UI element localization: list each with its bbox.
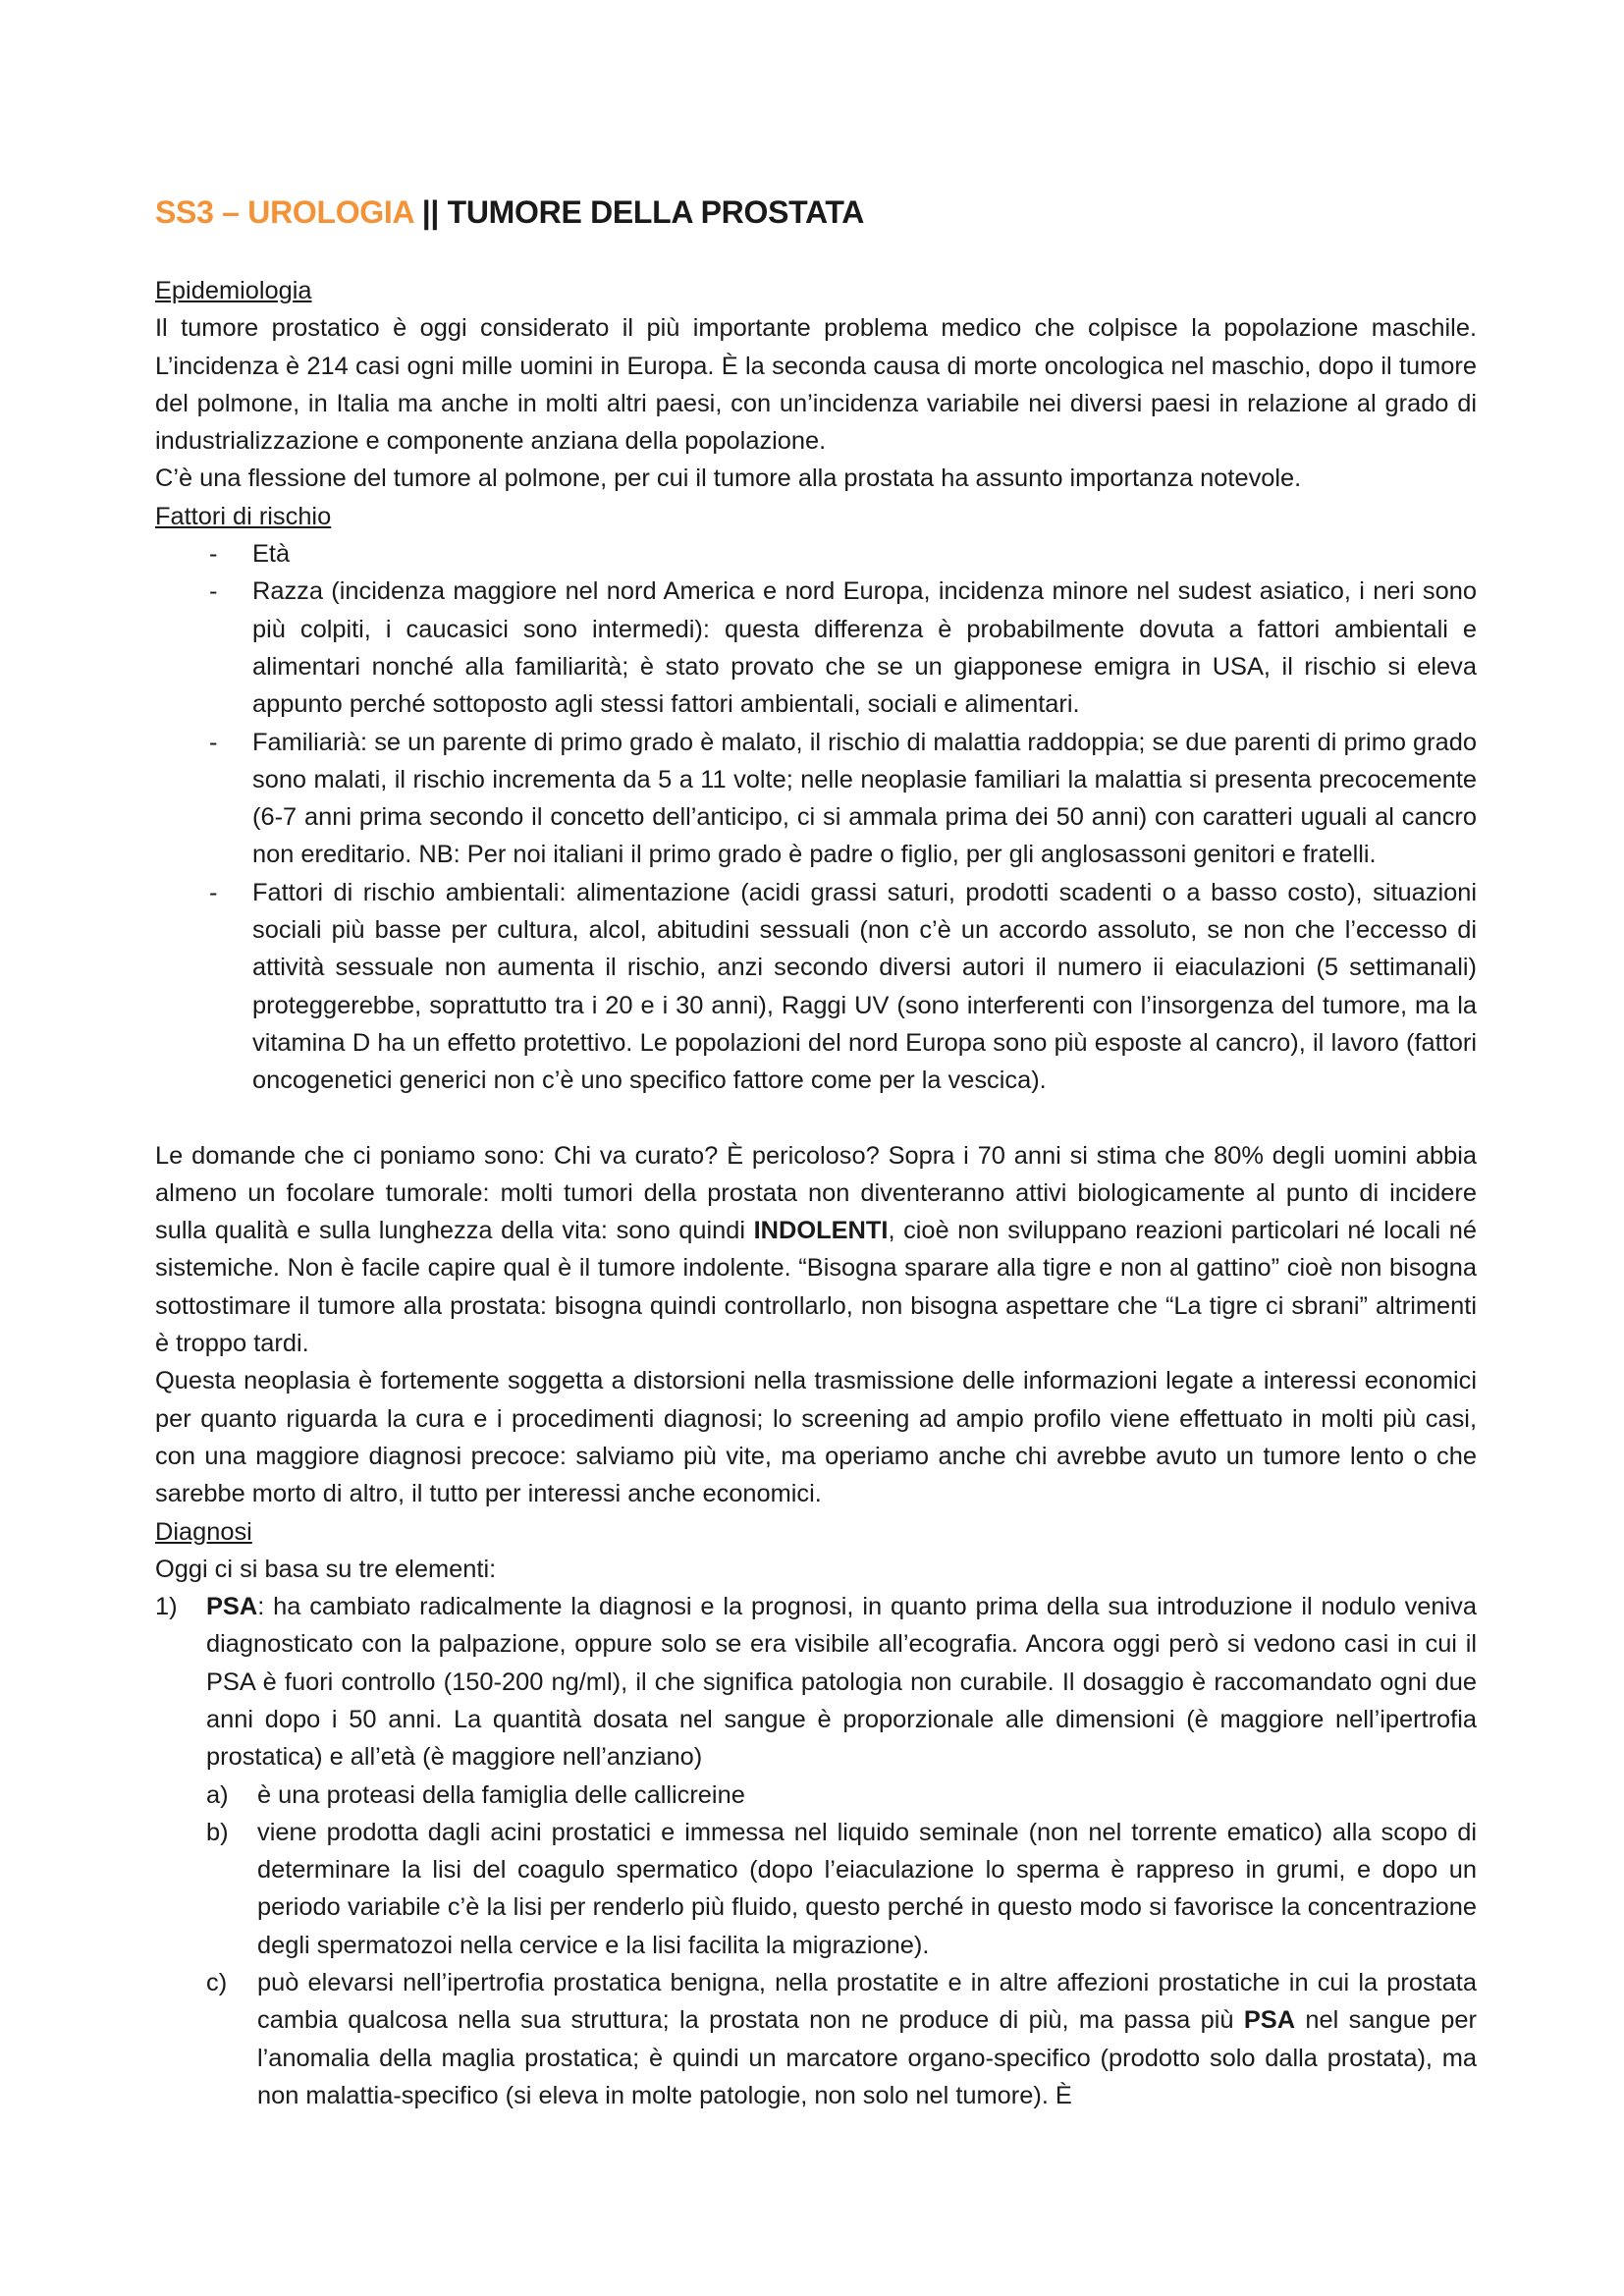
list-item xyxy=(155,724,1477,874)
paragraph-epidemiologia-1: Il tumore prostatico è oggi considerato il più importante problema medico che colpisce la popolazione maschile. L’incidenza è 214 casi ogni mille uomini in Europa. È la seconda causa di morte oncologica nel maschio, dopo il tumore del polmone, in Italia ma anche in molti altri paesi, con un’incidenza variabile nei diversi paesi in relazione al grado di industrializzazione e componente anziana della popolazione. xyxy=(155,314,1477,456)
list-dash: - xyxy=(209,540,218,569)
list-item xyxy=(155,535,1477,573)
list-item-text: Fattori di rischio ambientali: alimentazione (acidi grassi saturi, prodotti scadenti o a basso costo), situazioni sociali più basse per cultura, alcol, abitudini sessuali (non c’è un accordo assoluto, se non che l’eccesso di attività sessuale non aumenta il rischio, anzi secondo diversi autori il numero ii eiaculazioni (5 settimanali) proteggerebbe, soprattutto tra i 20 e i 30 anni), Raggi UV (sono interferenti con l’insorgenza del tumore, ma la vitamina D ha un effetto protettivo. Le popolazioni del nord Europa sono più esposte al cancro), il lavoro (fattori oncogenetici generici non c’è uno specifico fattore come per la vescica). xyxy=(252,878,1477,1095)
list-letter: c) xyxy=(206,1969,228,1997)
psa-label: PSA xyxy=(206,1593,258,1621)
title-separator: || xyxy=(413,194,448,230)
document-title xyxy=(155,194,1477,231)
paragraph-domande-text-1: Le domande che ci poniamo sono: Chi va curato? È pericoloso? Sopra i 70 anni si stima che 80% degli uomini abbia almeno un focolare tumorale: molti tumori della prostata non diventeranno attivi biologicamente al punto di incidere sulla qualità e sulla lunghezza della vita: sono quindi xyxy=(155,1141,1477,1245)
list-item-text: può elevarsi nell’ipertrofia prostatica benigna, nella prostatite e in altre affezioni prostatiche in cui la prostata cambia qualcosa nella sua struttura; la prostata non ne produce di più, ma passa più xyxy=(257,1969,1477,2035)
list-item-text: viene prodotta dagli acini prostatici e immessa nel liquido seminale (non nel torrente ematico) alla scopo di determinare la lisi del coagulo spermatico (dopo l’eiaculazione lo sperma è rappreso in grumi, e dopo un periodo variabile c’è la lisi per renderlo più fluido, questo perché in questo modo si favorisce la concentrazione degli spermatozoi nella cervice e la lisi facilita la migrazione). xyxy=(257,1818,1477,1959)
list-item-text: nel sangue per l’anomalia della maglia prostatica; è quindi un marcatore organo-specifico (prodotto solo dalla prostata), ma non malattia-specifico (si eleva in molte patologie, non solo nel tumore). È xyxy=(257,2006,1478,2109)
list-dash: - xyxy=(209,878,218,906)
psa-text: : ha cambiato radicalmente la diagnosi e la prognosi, in quanto prima della sua introduzione il nodulo veniva diagnosticato con la palpazione, oppure solo se era visibile all’ecografia. Ancora oggi però si vedono casi in cui il PSA è fuori controllo (150-200 ng/ml), il che significa patologia non curabile. Il dosaggio è raccomandato ogni due anni dopo i 50 anni. La quantità dosata nel sangue è proporzionale alle dimensioni (è maggiore nell’ipertrofia prostatica) e all’età (è maggiore nell’anziano) xyxy=(206,1593,1477,1772)
list-item xyxy=(206,1777,1477,1814)
list-dash: - xyxy=(209,577,218,606)
heading-fattori-di-rischio: Fattori di rischio xyxy=(155,502,332,530)
paragraph-diagnosi-intro: Oggi ci si basa su tre elementi: xyxy=(155,1555,497,1583)
list-number: 1) xyxy=(155,1593,178,1621)
heading-diagnosi: Diagnosi xyxy=(155,1517,252,1546)
list-item xyxy=(155,874,1477,1100)
title-topic: TUMORE DELLA PROSTATA xyxy=(447,194,865,230)
list-item-text: Razza (incidenza maggiore nel nord America e nord Europa, incidenza minore nel sudest asiatico, i neri sono più colpiti, i caucasici sono intermedi): questa differenza è probabilmente dovuta a fattori ambientali e alimentari nonché alla familiarità; è stato provato che se un giapponese emigra in USA, il rischio si eleva appunto perché sottoposto agli stessi fattori ambientali, sociali e alimentari. xyxy=(252,577,1477,719)
paragraph-epidemiologia-2: C’è una flessione del tumore al polmone, per cui il tumore alla prostata ha assunto importanza notevole. xyxy=(155,465,1302,493)
list-item-text: è una proteasi della famiglia delle callicreine xyxy=(257,1780,745,1809)
paragraph-domande-text-2: , cioè non sviluppano reazioni particolari né locali né sistemiche. Non è facile capire qual è il tumore indolente. “Bisogna sparare alla tigre e non al gattino” cioè non bisogna sottostimare il tumore alla prostata: bisogna quindi controllarlo, non bisogna aspettare che “La tigre ci sbrani” altrimenti è troppo tardi. xyxy=(155,1217,1477,1358)
list-item xyxy=(206,1964,1477,2114)
paragraph-gap xyxy=(155,1100,1477,1137)
list-item xyxy=(155,573,1477,723)
indolenti-term: INDOLENTI xyxy=(753,1217,889,1245)
psa-subitems-list xyxy=(206,1777,1477,2115)
paragraph-distorsioni: Questa neoplasia è fortemente soggetta a distorsioni nella trasmissione delle informazioni legate a interessi economici per quanto riguarda la cura e i procedimenti diagnosi; lo screening ad ampio profilo viene effettuato in molti più casi, con una maggiore diagnosi precoce: salviamo più vite, ma operiamo anche chi avrebbe avuto un tumore lento o che sarebbe morto di altro, il tutto per interessi anche economici. xyxy=(155,1367,1477,1508)
title-course: SS3 – UROLOGIA xyxy=(155,194,414,230)
list-item-text: Età xyxy=(252,540,291,569)
list-dash: - xyxy=(209,728,218,756)
risk-factors-list xyxy=(155,535,1477,1099)
list-item xyxy=(206,1814,1477,1964)
list-item-text: Familiarià: se un parente di primo grado è malato, il rischio di malattia raddoppia; se due parenti di primo grado sono malati, il rischio incrementa da 5 a 11 volte; nelle neoplasie familiari la malattia si presenta precocemente (6-7 anni prima secondo il concetto dell’anticipo, ci si ammala prima dei 50 anni) con caratteri uguali al cancro non ereditario. NB: Per noi italiani il primo grado è padre o figlio, per gli anglosassoni genitori e fratelli. xyxy=(252,728,1477,869)
heading-epidemiologia: Epidemiologia xyxy=(155,277,312,304)
list-letter: b) xyxy=(206,1818,229,1846)
diagnosis-elements-list xyxy=(155,1588,1477,2114)
psa-term: PSA xyxy=(1243,2006,1296,2035)
paragraph-domande xyxy=(155,1137,1477,1363)
list-letter: a) xyxy=(206,1780,229,1809)
psa-paragraph xyxy=(206,1588,1477,1776)
list-item-psa xyxy=(155,1588,1477,2114)
